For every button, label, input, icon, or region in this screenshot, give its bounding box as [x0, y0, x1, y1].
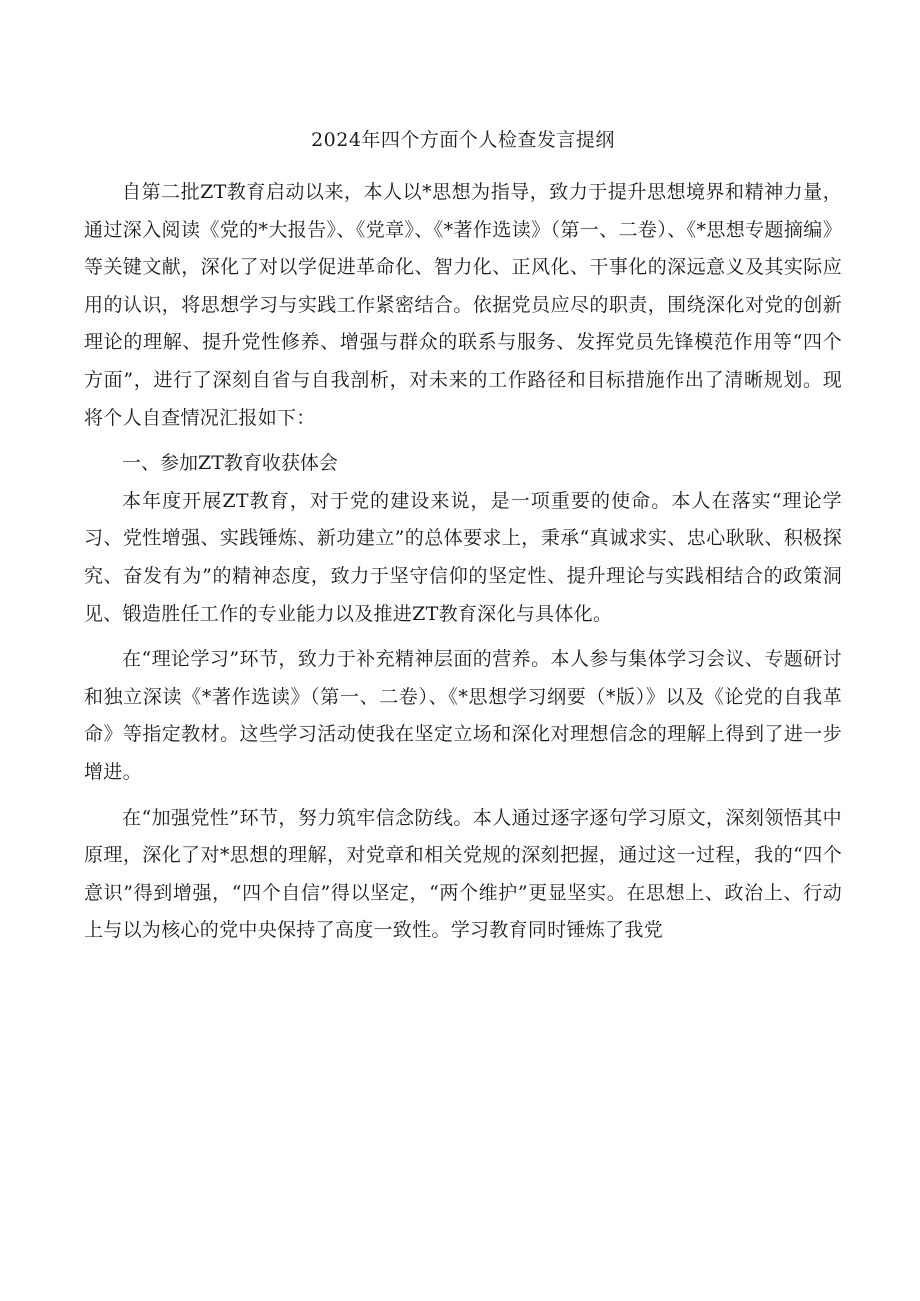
document-title: 2024年四个方面个人检查发言提纲: [311, 129, 615, 151]
section-heading: 一、参加ZT教育收获体会: [122, 452, 338, 475]
body-paragraph: 本年度开展ZT教育，对于党的建设来说，是一项重要的使命。本人在落实“理论学习、党性增强、实践锤炼、新功建立”的总体要求上，秉承“真诚求实、忠心耿耿、积极探究、奋发有为”的精神态度，致力于坚守信仰的坚定性、提升理论与实践相结合的政策洞见、锻造胜任工作的专业能力以及推进ZT教育深化与具体化。: [84, 489, 842, 625]
body-paragraph: 在“加强党性”环节，努力筑牢信念防线。本人通过逐字逐句学习原文，深刻领悟其中原理，深化了对*思想的理解，对党章和相关党规的深刻把握，通过这一过程，我的“四个意识”得到增强，“四个自信”得以坚定，“两个维护”更显坚实。在思想上、政治上、行动上与以为核心的党中央保持了高度一致性。学习教育同时锤炼了我党: [84, 806, 842, 942]
body-paragraph: 在“理论学习”环节，致力于补充精神层面的营养。本人参与集体学习会议、专题研讨和独立深读《*著作选读》（第一、二卷）、《*思想学习纲要（*版）》以及《论党的自我革命》等指定教材。这些学习活动使我在坚定立场和深化对理想信念的理解上得到了进一步增进。: [84, 648, 842, 783]
intro-paragraph: 自第二批ZT教育启动以来，本人以*思想为指导，致力于提升思想境界和精神力量，通过深入阅读《党的*大报告》、《党章》、《*著作选读》（第一、二卷）、《*思想专题摘编》等关键文献，深化了对以学促进革命化、智力化、正风化、干事化的深远意义及其实际应用的认识，将思想学习与实践工作紧密结合。依据党员应尽的职责，围绕深化对党的创新理论的理解、提升党性修养、增强与群众的联系与服务、发挥党员先锋模范作用等“四个方面”，进行了深刻自省与自我剖析，对未来的工作路径和目标措施作出了清晰规划。现将个人自查情况汇报如下：: [84, 181, 842, 429]
